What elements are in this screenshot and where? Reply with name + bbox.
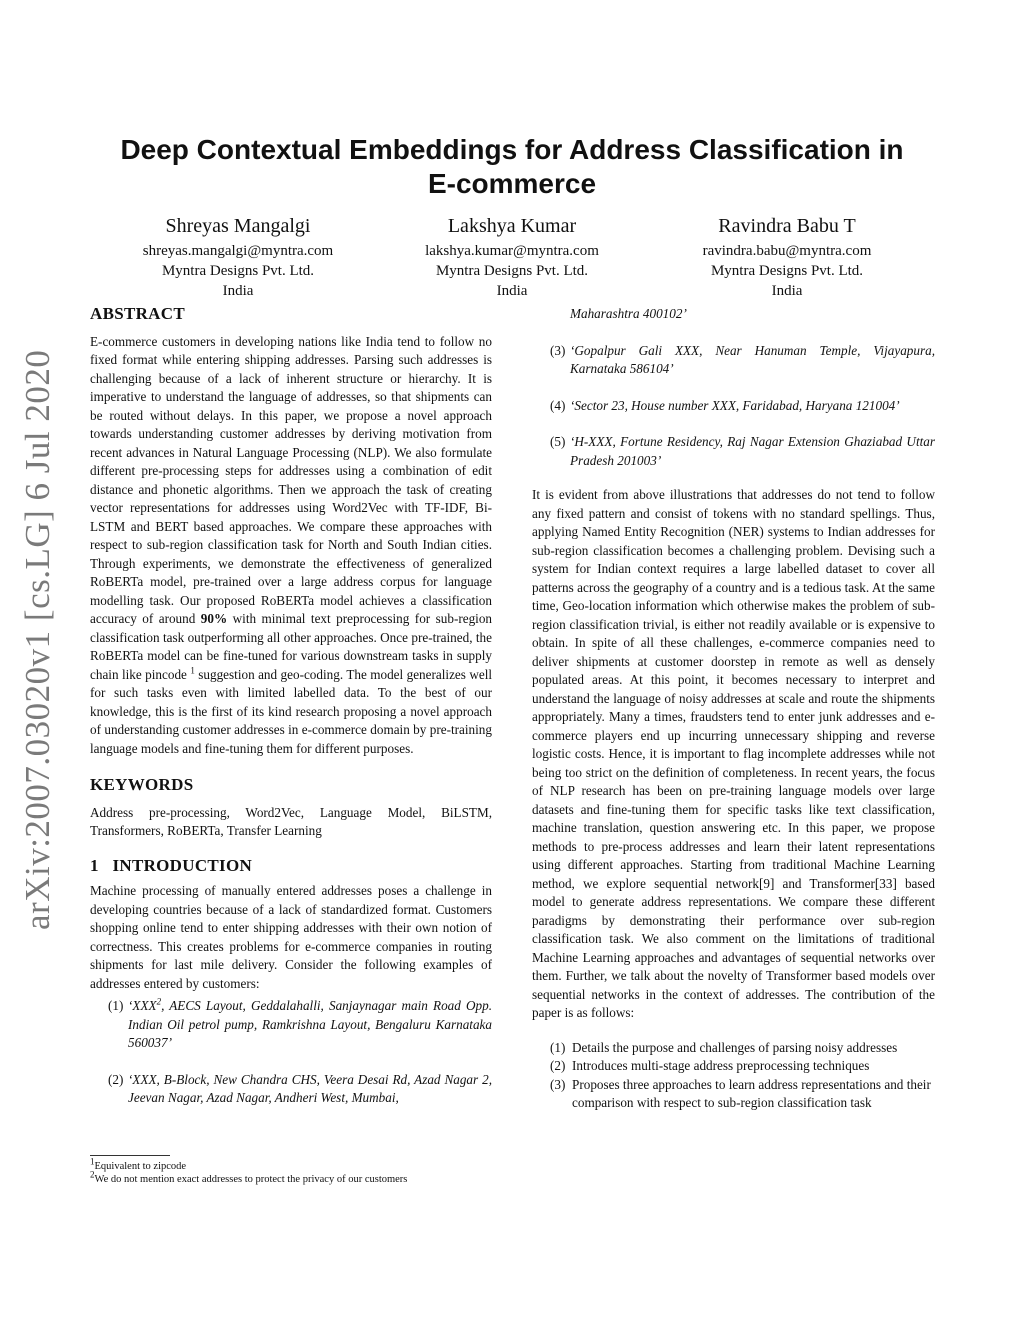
right-column [532, 305, 935, 1113]
left-column [90, 305, 492, 1108]
abstract-text: E-commerce customers in developing nations like India tend to follow no fixed format while entering shipping addresses. Parsing such addresses is challenging because of a lack of inherent structure or hierarchy. It is imperative to understand the language of addresses, so that shipments can be routed without delays. In this paper, we propose a novel approach towards understanding customer addresses by deriving motivation from recent advances in Natural Language Processing (NLP). We also formulate different pre-processing steps for addresses using a combination of edit distance and phonetic algorithms. Then we approach the task of creating vector representations for addresses using Word2Vec with TF-IDF, Bi-LSTM and BERT based approaches. We compare these approaches with respect to sub-region classification task for North and South Indian cities. Through experiments, we demonstrate the effectiveness of generalized RoBERTa model, pre-trained over a large address corpus for language modelling task. Our proposed RoBERTa model achieves a classification accuracy of around 90% with minimal text preprocessing for sub-region classification task outperforming all other approaches. Once pre-trained, the RoBERTa model can be fine-tuned for various downstream tasks in supply chain like pincode $^1$ suggestion and geo-coding. The model generalizes well for such tasks even with limited labelled data. To the best of our knowledge, this is the first of its kind research proposing a novel approach of understanding customer addresses in e-commerce domain by pre-training language models and fine-tuning them for different purposes. [90, 333, 493, 756]
address-examples-right [550, 305, 935, 470]
paper-title [90, 133, 934, 201]
address-example-5: (5) ‘H-XXX, Fortune Residency, Raj Nagar Extension Ghaziabad Uttar Pradesh 201003’ [550, 434, 935, 468]
author-country: India [496, 283, 528, 299]
introduction-text: Machine processing of manually entered addresses poses a challenge in developing countries because of a lack of standardized format. Customers shopping online tend to enter shipping addresses with their own notion of correctness. This creates problems for e-commerce companies in routing shipments for last mile delivery. Consider the following examples of addresses entered by customers: [90, 883, 492, 991]
introduction-continued-text: It is evident from above illustrations that addresses do not tend to follow any fixed pattern and consist of tokens with no standard spellings. Thus, applying Named Entity Recognition (NER) systems to Indian addresses for sub-region classification becomes a challenging problem. Devising such a system for Indian context requires a large labelled dataset to cover all patterns across the geography of a country and is a tedious task. At the same time, Geo-location information which otherwise makes the problem of sub-region classification trivial, is either not readily available or is expensive to obtain. In spite of all these challenges, e-commerce companies need to deliver shipments at customer doorstep in remote as well as densely populated areas. At this point, it becomes necessary to interpret and understand the language of noisy addresses at scale and route the shipments appropriately. Many a times, fraudsters tend to enter junk addresses and e-commerce players end up incurring unnecessary shipping and reverse logistic costs. Hence, it is important to flag incomplete addresses while not being too strict on the definition of completeness. In recent years, the focus of NLP research has been on pre-training language models over large datasets and fine-tuning them for specific tasks like text classification, machine translation, question answering etc. In this paper, we propose methods to pre-process addresses and learn their latent representations using different approaches. Starting from traditional Machine Learning method, we explore sequential network[9] and Transformer[33] based model to generate address representations. We compare these different paradigms by demonstrating their performance over sub-region classification task. We also comment on the limitations of traditional Machine Learning approaches and advantages of sequential networks over them. Further, we talk about the novelty of Transformer based models over sequential networks in the context of addresses. The contribution of the paper is as follows: [532, 487, 935, 1020]
address-example-3: (3) ‘Gopalpur Gali XXX, Near Hanuman Temple, Vijayapura, Karnataka 586104’ [550, 342, 935, 376]
author-affiliation: Myntra Designs Pvt. Ltd. [435, 263, 589, 279]
author-email: lakshya.kumar@myntra.com [425, 243, 599, 259]
footnote-rule [90, 1155, 170, 1156]
author-country: India [222, 283, 254, 299]
author-affiliation: Myntra Designs Pvt. Ltd. [161, 263, 315, 279]
accuracy-figure: 90% [200, 611, 228, 626]
author-name: Lakshya Kumar [447, 215, 577, 237]
address-example-4: (4) ‘Sector 23, House number XXX, Faridabad, Haryana 121004’ [550, 397, 900, 413]
contribution-item-1: (1) Details the purpose and challenges of parsing noisy addresses [550, 1039, 898, 1055]
address-example-2-continued: Maharashtra 400102’ [570, 306, 687, 321]
contribution-item-2: (2) Introduces multi-stage address preprocessing techniques [550, 1058, 870, 1073]
address-example-1: (1) ‘XXX$^2$, AECS Layout, Geddalahalli, Sanjaynagar main Road Opp. Indian Oil petrol pump, Ramkrishna Layout, Bengaluru Karnataka 560037’ [108, 996, 492, 1050]
author-block-2 [372, 213, 652, 301]
footnote-2: $^2$We do not mention exact addresses to protect the privacy of our customers [90, 1169, 408, 1185]
arxiv-identifier-stamp: arXiv:2007.03020v1 [cs.LG] 6 Jul 2020 [18, 349, 57, 930]
contributions-list [550, 1039, 935, 1113]
keywords-text: Address pre-processing, Word2Vec, Language Model, BiLSTM, Transformers, RoBERTa, Transfer Learning [90, 804, 492, 838]
author-block-3 [647, 213, 927, 301]
author-country: India [771, 283, 803, 299]
title-line-1: Deep Contextual Embeddings for Address Classification in [120, 134, 904, 165]
title-line-2: E-commerce [427, 168, 597, 199]
contribution-item-3: (3) Proposes three approaches to learn address representations and their comparison with respect to sub-region classification task [550, 1076, 931, 1110]
author-email: ravindra.babu@myntra.com [702, 243, 872, 259]
footnote-1: $^1$Equivalent to zipcode [90, 1156, 187, 1172]
address-example-2: (2) ‘XXX, B-Block, New Chandra CHS, Veera Desai Rd, Azad Nagar 2, Jeevan Nagar, Azad Nagar, Andheri West, Mumbai, [108, 1071, 492, 1105]
author-name: Shreyas Mangalgi [165, 215, 311, 237]
author-block-1 [98, 213, 378, 301]
footnotes [90, 1155, 492, 1186]
abstract-heading: ABSTRACT [90, 304, 185, 323]
address-examples-left [108, 997, 492, 1108]
author-email: shreyas.mangalgi@myntra.com [142, 243, 334, 259]
footnote-mark: 1 [190, 665, 195, 676]
author-name: Ravindra Babu T [718, 215, 856, 237]
introduction-heading: 1 INTRODUCTION [90, 855, 253, 875]
keywords-heading: KEYWORDS [90, 775, 194, 794]
author-affiliation: Myntra Designs Pvt. Ltd. [710, 263, 864, 279]
